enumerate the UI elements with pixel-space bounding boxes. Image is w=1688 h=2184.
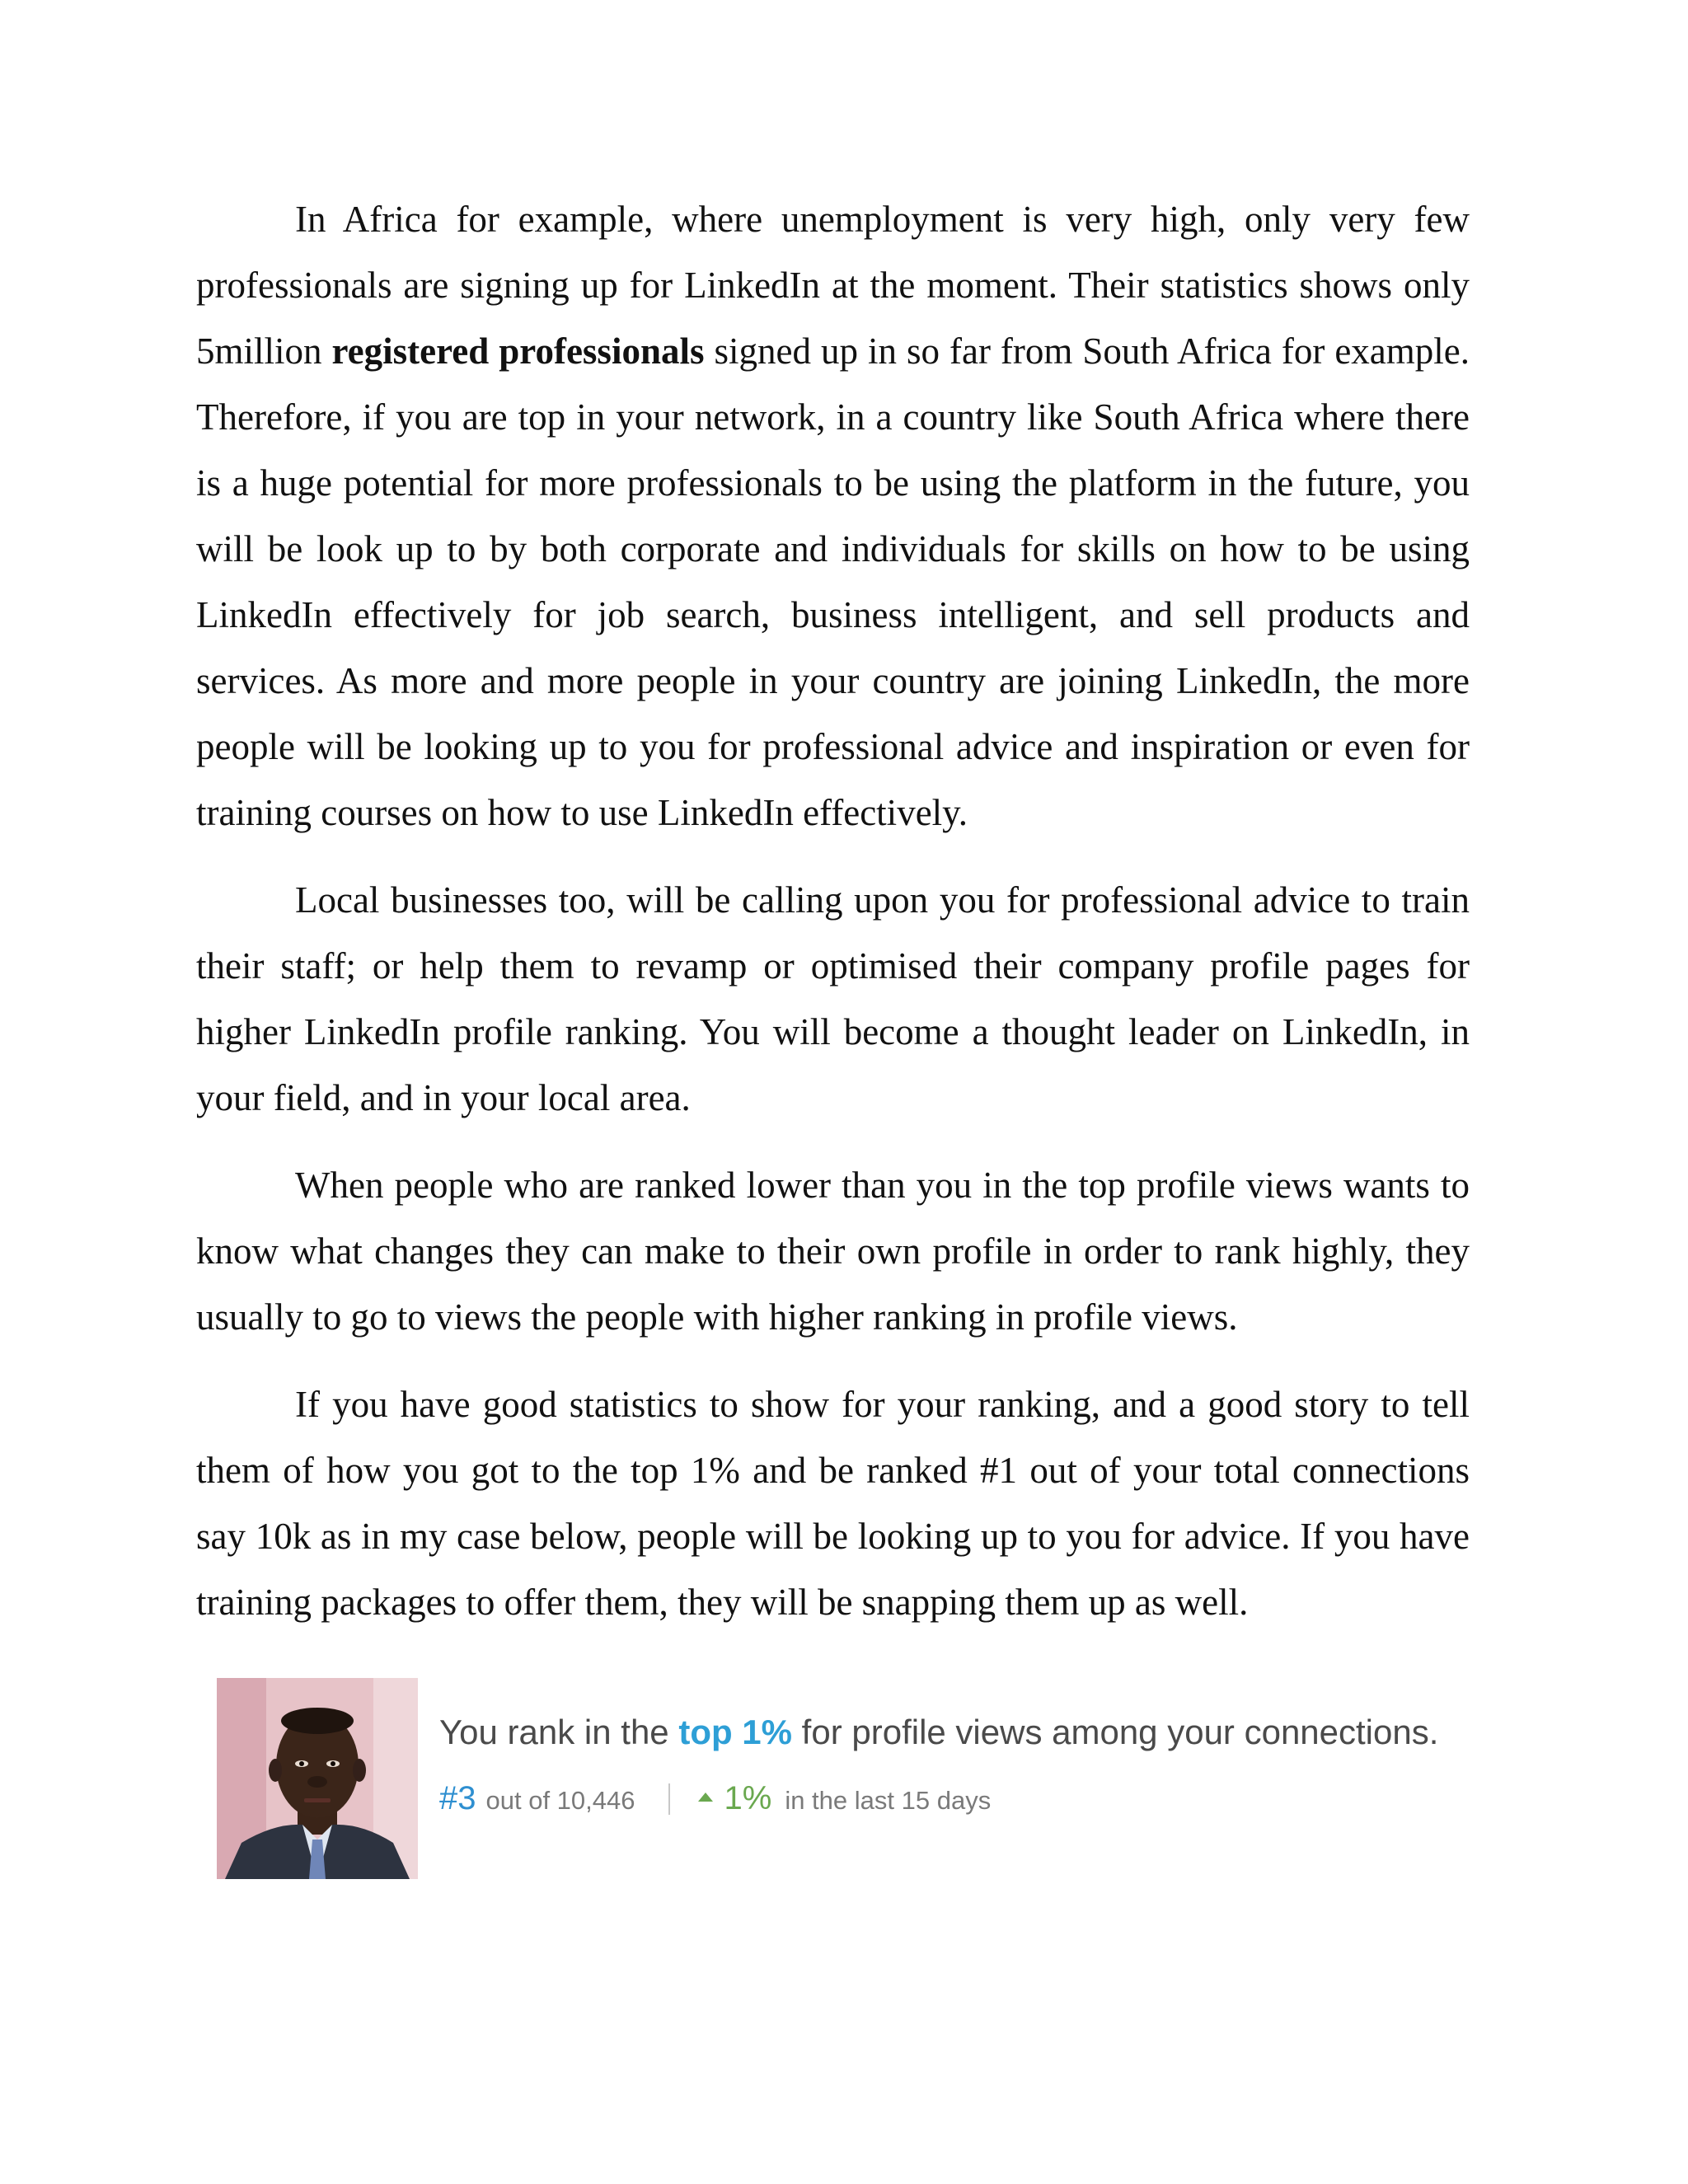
- rank-period: in the last 15 days: [785, 1786, 992, 1815]
- paragraph-4: If you have good statistics to show for your ranking, and a good story to tell them of how you got to the top 1% and be ranked #1 out of your total connections say 10k as in my case below, people will be looking up to you for advice. If you have training packages to offer them, they will be snapping them up as well.: [196, 1384, 1470, 1623]
- rank-headline-end: for profile views among your connections.: [792, 1713, 1439, 1751]
- avatar: [217, 1678, 418, 1879]
- profile-photo-image: [217, 1678, 418, 1879]
- rank-highlight: top 1%: [678, 1713, 793, 1751]
- stats-divider: [668, 1783, 670, 1815]
- rank-position: #3: [439, 1780, 476, 1816]
- paragraph-1-text-start: In Africa for example, where unemployment is very high, only very few professionals are signing up for LinkedIn at the moment. Their statistics shows only 5million: [196, 199, 1470, 372]
- profile-rank-card: [217, 1678, 1486, 1880]
- paragraph-1-text-end: signed up in so far from South Africa for example. Therefore, if you are top in your network, in a country like South Africa where there is a huge potential for more professionals to be using the platform in the future, you will be look up to by both corporate and individuals for skills on how to be using LinkedIn effectively for job search, business intelligent, and sell products and services. As more and more people in your country are joining LinkedIn, the more people will be looking up to you for professional advice and inspiration or even for training courses on how to use LinkedIn effectively.: [196, 330, 1470, 833]
- paragraph-1-bold-phrase: registered professionals: [331, 330, 705, 372]
- rank-stats: [439, 1780, 991, 1817]
- paragraph-2: Local businesses too, will be calling upon you for professional advice to train their staff; or help them to revamp or optimised their company profile pages for higher LinkedIn profile ranking. You will become a thought leader on LinkedIn, in your field, and in your local area.: [196, 879, 1470, 1118]
- body-text: [196, 186, 1470, 1657]
- rank-headline-start: You rank in the: [439, 1713, 679, 1751]
- rank-total: out of 10,446: [485, 1786, 635, 1815]
- rank-headline: [439, 1713, 1438, 1752]
- paragraph-1: [196, 186, 1470, 846]
- triangle-up-icon: [698, 1793, 713, 1802]
- rank-change: 1%: [724, 1780, 772, 1816]
- paragraph-3: When people who are ranked lower than you in the top profile views wants to know what changes they can make to their own profile in order to rank highly, they usually to go to views the people with higher ranking in profile views.: [196, 1165, 1470, 1338]
